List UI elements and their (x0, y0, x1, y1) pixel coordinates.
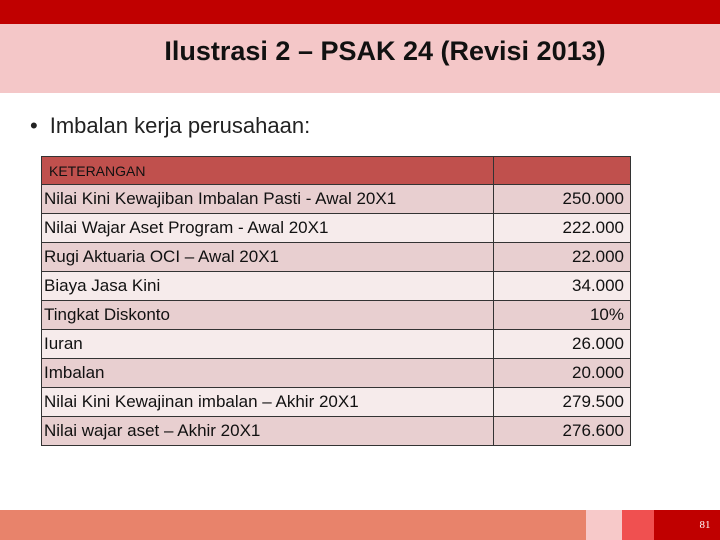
row-label: Imbalan (42, 359, 494, 388)
row-value: 34.000 (494, 272, 631, 301)
table-row (42, 214, 631, 243)
footer-square-dark (654, 510, 690, 540)
data-table (41, 156, 631, 446)
row-value: 20.000 (494, 359, 631, 388)
row-value: 222.000 (494, 214, 631, 243)
page-number: 81 (690, 510, 720, 540)
row-value: 276.600 (494, 417, 631, 446)
table-row (42, 388, 631, 417)
top-accent-bar (0, 0, 720, 24)
row-label: Nilai Wajar Aset Program - Awal 20X1 (42, 214, 494, 243)
table-row (42, 272, 631, 301)
table-header-row (42, 157, 631, 185)
bullet-text: Imbalan kerja perusahaan: (49, 113, 311, 138)
header-keterangan: KETERANGAN (42, 157, 494, 185)
footer-square-mid (622, 510, 654, 540)
table-row (42, 185, 631, 214)
row-label: Nilai Kini Kewajiban Imbalan Pasti - Awal 20X1 (42, 185, 494, 214)
bullet-icon: • (30, 113, 38, 138)
row-value: 22.000 (494, 243, 631, 272)
row-value: 250.000 (494, 185, 631, 214)
table-row (42, 417, 631, 446)
table-row (42, 301, 631, 330)
row-label: Nilai wajar aset – Akhir 20X1 (42, 417, 494, 446)
table-row (42, 330, 631, 359)
row-label: Tingkat Diskonto (42, 301, 494, 330)
table-row (42, 243, 631, 272)
footer-square-light (586, 510, 622, 540)
slide-title: Ilustrasi 2 – PSAK 24 (Revisi 2013) (164, 36, 606, 66)
row-label: Nilai Kini Kewajinan imbalan – Akhir 20X1 (42, 388, 494, 417)
row-label: Iuran (42, 330, 494, 359)
row-value: 26.000 (494, 330, 631, 359)
header-value (494, 157, 631, 185)
bullet-item (30, 113, 310, 139)
table-row (42, 359, 631, 388)
row-value: 279.500 (494, 388, 631, 417)
row-label: Biaya Jasa Kini (42, 272, 494, 301)
row-value: 10% (494, 301, 631, 330)
row-label: Rugi Aktuaria OCI – Awal 20X1 (42, 243, 494, 272)
